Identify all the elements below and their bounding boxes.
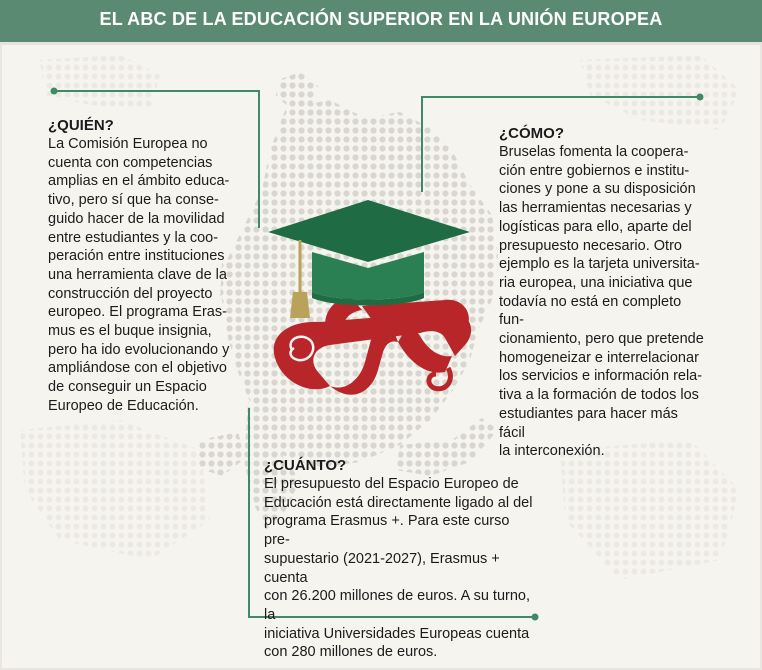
- como-heading: ¿CÓMO?: [499, 125, 564, 142]
- como-line: la interconexión.: [499, 443, 605, 460]
- como-line: los servicios e información rela-: [499, 368, 703, 385]
- quien-line: construcción del proyecto: [48, 285, 213, 302]
- como-line: Bruselas fomenta la coopera-: [499, 144, 689, 160]
- quien-line: peración entre instituciones: [48, 248, 225, 265]
- cuanto-line: con 280 millones de euros.: [264, 644, 438, 661]
- como-line: estudiantes para hacer más fácil: [499, 405, 678, 441]
- como-line: todavía no está en completo fun-: [499, 293, 682, 329]
- como-line: cionamiento, pero que pretende: [499, 331, 704, 348]
- quien-line: guido hacer de la movilidad: [48, 210, 225, 227]
- quien-section: [48, 117, 258, 416]
- como-text: [499, 143, 707, 461]
- quien-heading: ¿QUIÉN?: [48, 117, 114, 134]
- connector-como-dot: [697, 94, 704, 101]
- quien-line: amplias en el ámbito educa-: [48, 173, 230, 190]
- cuanto-line: programa Erasmus +. Para este curso pre-: [264, 513, 510, 549]
- cuanto-line: Educación está directamente ligado al del: [264, 494, 533, 511]
- quien-line: entre estudiantes y la coo-: [48, 229, 219, 246]
- como-line: tiva a la formación de todos los: [499, 387, 699, 404]
- cuanto-line: con 26.200 millones de euros. A su turno, la: [264, 588, 531, 623]
- quien-line: de conseguir un Espacio: [48, 379, 207, 396]
- como-section: [499, 125, 707, 461]
- quien-line: mus es el buque insignia,: [48, 323, 212, 340]
- como-line: homogeneizar e interrelacionar: [499, 349, 699, 366]
- quien-line: Europeo de Educación.: [48, 397, 199, 414]
- quien-line: tivo, pero sí que ha conse-: [48, 192, 219, 209]
- como-line: ciones y pone a su disposición: [499, 181, 696, 198]
- como-line: presupuesto necesario. Otro: [499, 237, 682, 254]
- quien-line: ampliándose con el objetivo: [48, 360, 227, 377]
- quien-line: una herramienta clave de la: [48, 266, 227, 283]
- como-line: ria europea, una iniciativa que: [499, 274, 693, 291]
- como-line: ción entre gobiernos e institu-: [499, 162, 690, 179]
- connector-quien-dot: [51, 88, 58, 95]
- cuanto-line: El presupuesto del Espacio Europeo de: [264, 476, 519, 492]
- cuanto-text: [264, 475, 539, 662]
- quien-line: cuenta con competencias: [48, 154, 213, 171]
- quien-line: La Comisión Europea no: [48, 136, 208, 152]
- cuanto-line: supuestario (2021-2027), Erasmus + cuenta: [264, 550, 500, 586]
- cuanto-heading: ¿CUÁNTO?: [264, 457, 347, 474]
- cuanto-section: [264, 457, 539, 662]
- header-title: EL ABC DE LA EDUCACIÓN SUPERIOR EN LA UNIÓN EUROPEA: [99, 9, 663, 29]
- cuanto-line: iniciativa Universidades Europeas cuenta: [264, 625, 530, 642]
- quien-line: pero ha ido evolucionando y: [48, 341, 230, 358]
- quien-line: europeo. El programa Eras-: [48, 304, 227, 321]
- como-line: ejemplo es la tarjeta universita-: [499, 256, 700, 273]
- como-line: logísticas para ello, aparte del: [499, 218, 692, 235]
- como-line: las herramientas necesarias y: [499, 200, 692, 217]
- quien-text: [48, 135, 258, 416]
